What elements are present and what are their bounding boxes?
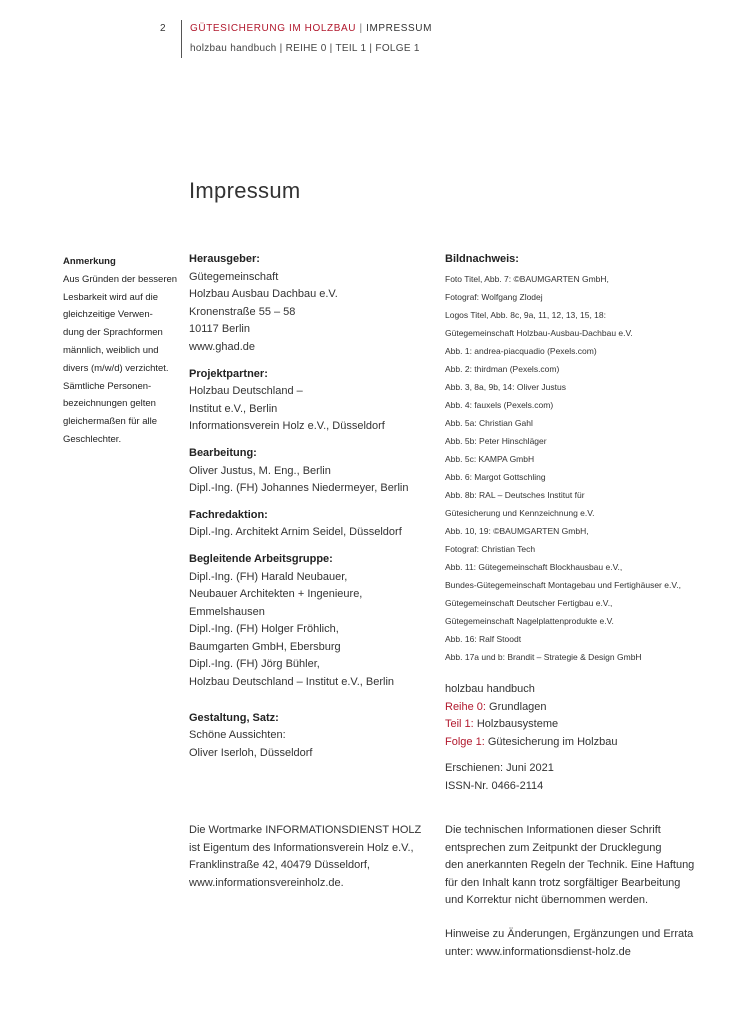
side-note-text xyxy=(63,271,178,449)
side-note-line: divers (m/w/d) verzichtet. xyxy=(63,362,169,374)
imprint-heading: Begleitende Arbeitsgruppe: xyxy=(189,552,333,565)
side-note-line: Lesbarkeit wird auf die xyxy=(63,291,159,303)
imprint-line: Oliver Iserloh, Düsseldorf xyxy=(189,746,313,759)
credit-line: Abb. 10, 19: ©BAUMGARTEN GmbH, xyxy=(445,526,589,536)
imprint-heading: Bearbeitung: xyxy=(189,446,257,459)
side-note-line: Geschlechter. xyxy=(63,433,122,445)
series-info xyxy=(445,681,617,751)
credit-line: Abb. 5b: Peter Hinschläger xyxy=(445,436,547,446)
disclaimer-line: für den Inhalt kann trotz sorgfältiger Bearbeitung xyxy=(445,876,681,889)
running-header xyxy=(190,23,432,34)
imprint-heading: Fachredaktion: xyxy=(189,508,268,521)
imprint-line: Gütegemeinschaft xyxy=(189,270,279,283)
series-name: holzbau handbuch xyxy=(445,683,535,695)
credit-line: Fotograf: Wolfgang Zlodej xyxy=(445,292,543,302)
side-note-line: gleichermaßen für alle xyxy=(63,416,157,428)
credits-column xyxy=(445,251,725,666)
imprint-line: Holzbau Ausbau Dachbau e.V. xyxy=(189,288,338,301)
errata-note xyxy=(445,926,725,961)
credit-line: Fotograf: Christian Tech xyxy=(445,544,536,554)
credit-line: Abb. 1: andrea-piacquadio (Pexels.com) xyxy=(445,346,597,356)
imprint-line: Dipl.-Ing. (FH) Holger Fröhlich, xyxy=(189,623,339,636)
imprint-line: Neubauer Architekten + Ingenieure, xyxy=(189,588,363,601)
credit-line: Abb. 11: Gütegemeinschaft Blockhausbau e.V., xyxy=(445,562,623,572)
imprint-heading: Herausgeber: xyxy=(189,253,260,265)
trademark-note xyxy=(189,822,439,892)
header-separator: | xyxy=(359,23,363,34)
imprint-line: Oliver Justus, M. Eng., Berlin xyxy=(189,464,331,477)
credits-list xyxy=(445,270,725,666)
series-label: Folge 1: xyxy=(445,735,485,748)
publication-date: Erschienen: Juni 2021 xyxy=(445,762,554,774)
imprint-line: Dipl.-Ing. (FH) Harald Neubauer, xyxy=(189,570,348,583)
disclaimer-line: Die technischen Informationen dieser Schrift xyxy=(445,824,661,836)
series-value: Holzbausysteme xyxy=(476,718,559,731)
imprint-line: Emmelshausen xyxy=(189,605,265,618)
trademark-line: www.informationsvereinholz.de. xyxy=(189,876,344,889)
credit-line: Abb. 5c: KAMPA GmbH xyxy=(445,454,535,464)
imprint-line: Holzbau Deutschland – Institut e.V., Berlin xyxy=(189,676,395,689)
credits-heading: Bildnachweis: xyxy=(445,253,519,265)
imprint-line: Institut e.V., Berlin xyxy=(189,402,278,415)
imprint-line: www.ghad.de xyxy=(189,340,256,353)
series-label: Teil 1: xyxy=(445,718,474,731)
imprint-line: Kronenstraße 55 – 58 xyxy=(189,305,296,318)
series-row xyxy=(445,734,617,752)
header-divider xyxy=(181,20,182,58)
side-note xyxy=(63,253,178,449)
header-chapter: IMPRESSUM xyxy=(366,23,433,34)
imprint-block xyxy=(189,710,439,763)
trademark-line: ist Eigentum des Informationsverein Holz e.V., xyxy=(189,841,414,854)
imprint-line: Dipl.-Ing. Architekt Arnim Seidel, Düsseldorf xyxy=(189,526,402,539)
imprint-block xyxy=(189,366,439,436)
disclaimer-line: den anerkannten Regeln der Technik. Eine Haftung xyxy=(445,859,695,872)
series-row xyxy=(445,699,617,717)
imprint-heading: Gestaltung, Satz: xyxy=(189,711,279,724)
credit-line: Abb. 16: Ralf Stoodt xyxy=(445,634,522,644)
publication-issn: ISSN-Nr. 0466-2114 xyxy=(445,779,544,792)
errata-line: Hinweise zu Änderungen, Ergänzungen und Errata xyxy=(445,928,694,940)
credit-line: Abb. 6: Margot Gottschling xyxy=(445,472,546,482)
side-note-line: bezeichnungen gelten xyxy=(63,398,156,410)
header-subline: holzbau handbuch | REIHE 0 | TEIL 1 | FOLGE 1 xyxy=(190,43,420,54)
side-note-heading: Anmerkung xyxy=(63,256,116,267)
credit-line: Abb. 4: fauxels (Pexels.com) xyxy=(445,400,554,410)
imprint-block xyxy=(189,551,439,692)
credit-line: Gütegemeinschaft Deutscher Fertigbau e.V., xyxy=(445,598,613,608)
disclaimer-line: und Korrektur nicht übernommen werden. xyxy=(445,894,648,907)
imprint-line: Dipl.-Ing. (FH) Jörg Bühler, xyxy=(189,658,320,671)
imprint-block xyxy=(189,507,439,542)
credit-line: Gütegemeinschaft Nagelplattenprodukte e.V. xyxy=(445,616,614,626)
disclaimer-note xyxy=(445,822,725,910)
imprint-line: 10117 Berlin xyxy=(189,323,250,336)
imprint-block xyxy=(189,445,439,498)
publication-info xyxy=(445,760,554,795)
credit-line: Bundes-Gütegemeinschaft Montagebau und Fertighäuser e.V., xyxy=(445,580,681,590)
credit-line: Foto Titel, Abb. 7: ©BAUMGARTEN GmbH, xyxy=(445,274,609,284)
side-note-line: männlich, weiblich und xyxy=(63,344,159,356)
header-section: GÜTESICHERUNG IM HOLZBAU xyxy=(190,23,357,34)
credit-line: Logos Titel, Abb. 8c, 9a, 11, 12, 13, 15, 18: xyxy=(445,310,606,320)
page-title: Impressum xyxy=(189,178,301,203)
imprint-line: Schöne Aussichten: xyxy=(189,729,286,742)
side-note-line: gleichzeitige Verwen- xyxy=(63,309,153,321)
side-note-line: Aus Gründen der besseren xyxy=(63,273,178,285)
trademark-line: Franklinstraße 42, 40479 Düsseldorf, xyxy=(189,859,370,872)
series-value: Grundlagen xyxy=(489,700,547,713)
imprint-heading: Projektpartner: xyxy=(189,367,268,380)
series-rows xyxy=(445,699,617,752)
imprint-block xyxy=(189,251,439,357)
imprint-line: Informationsverein Holz e.V., Düsseldorf xyxy=(189,420,385,433)
page-number: 2 xyxy=(160,23,166,34)
credit-line: Gütegemeinschaft Holzbau-Ausbau-Dachbau e.V. xyxy=(445,328,633,338)
credit-line: Abb. 3, 8a, 9b, 14: Oliver Justus xyxy=(445,382,566,392)
imprint-line: Holzbau Deutschland – xyxy=(189,385,303,398)
trademark-line: Die Wortmarke INFORMATIONSDIENST HOLZ xyxy=(189,824,422,836)
imprint-line: Baumgarten GmbH, Ebersburg xyxy=(189,640,341,653)
imprint-column xyxy=(189,251,439,771)
series-row xyxy=(445,716,617,734)
credit-line: Abb. 5a: Christian Gahl xyxy=(445,418,533,428)
disclaimer-line: entsprechen zum Zeitpunkt der Drucklegung xyxy=(445,841,662,854)
series-value: Gütesicherung im Holzbau xyxy=(487,735,618,748)
errata-line: unter: www.informationsdienst-holz.de xyxy=(445,945,631,958)
credit-line: Abb. 8b: RAL – Deutsches Institut für xyxy=(445,490,585,500)
side-note-line: dung der Sprachformen xyxy=(63,327,163,339)
imprint-line: Dipl.-Ing. (FH) Johannes Niedermeyer, Berlin xyxy=(189,482,409,495)
credit-line: Abb. 2: thirdman (Pexels.com) xyxy=(445,364,560,374)
series-label: Reihe 0: xyxy=(445,700,486,713)
side-note-line: Sämtliche Personen- xyxy=(63,380,152,392)
credit-line: Gütesicherung und Kennzeichnung e.V. xyxy=(445,508,595,518)
credit-line: Abb. 17a und b: Brandit – Strategie & Design GmbH xyxy=(445,652,642,662)
